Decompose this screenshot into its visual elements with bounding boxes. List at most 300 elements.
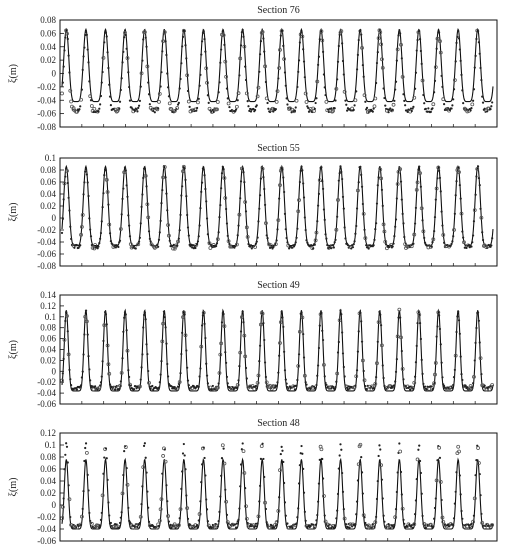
measured-point [356,207,358,209]
measured-point [110,240,112,242]
measured-point [107,204,109,206]
measured-point [178,238,180,240]
measured-point [472,234,474,236]
measured-point [227,102,230,105]
measured-point [423,237,425,239]
measured-point [85,442,87,444]
measured-point [184,468,186,470]
measured-point [322,51,324,53]
measured-point [355,90,357,92]
panel-title: Section 55 [257,143,300,154]
measured-point [266,521,268,523]
measured-point [382,205,384,207]
measured-point [294,388,296,390]
measured-point [337,493,339,495]
measured-point [364,522,366,524]
measured-point [412,106,414,108]
measured-point [375,82,377,84]
measured-point [140,366,142,368]
measured-point [299,181,301,183]
measured-point [165,484,167,486]
measured-point [86,173,88,175]
measured-point [452,98,454,100]
measured-point [441,224,443,226]
measured-point [176,245,178,247]
measured-point [339,454,341,456]
measured-point [336,78,338,80]
measured-point [91,244,93,246]
measured-point [79,244,81,246]
measured-point [414,88,416,90]
measured-point [262,458,264,460]
measured-point [356,68,358,70]
measured-point [68,197,70,199]
panel-1 [8,5,497,132]
measured-point [259,194,261,196]
measured-point [244,66,246,68]
measured-point [281,169,283,171]
measured-point [88,512,90,514]
measured-point [462,102,464,104]
measured-point [180,353,182,355]
measured-point [298,353,300,355]
measured-point [82,508,84,510]
measured-point [67,38,69,40]
measured-point [204,51,206,53]
measured-point [454,213,456,215]
measured-point [115,246,117,248]
measured-point [198,224,200,226]
measured-point [206,508,208,510]
measured-point [401,57,403,59]
measured-point [461,518,463,520]
measured-point [250,244,252,246]
measured-point [126,467,128,469]
measured-point [353,240,355,242]
measured-point [259,345,261,347]
measured-point [474,359,476,361]
measured-point [140,503,142,505]
measured-point [433,91,435,93]
measured-point [392,243,394,245]
measured-point [97,110,99,112]
measured-point [421,515,423,517]
measured-point [244,487,246,489]
measured-point [67,330,69,332]
measured-point [187,518,189,520]
measured-point [140,206,142,208]
measured-point [242,36,244,38]
measured-point [454,369,456,371]
measured-point [418,30,420,32]
measured-point [354,99,357,102]
measured-point [108,514,110,516]
measured-point [201,182,203,184]
measured-point [63,49,65,51]
measured-point [415,72,417,74]
measured-point [361,186,363,188]
measured-point [87,181,89,183]
measured-point [341,42,343,44]
measured-point [100,232,102,234]
measured-point [63,358,65,360]
measured-point [240,44,242,46]
measured-point [393,100,395,102]
measured-point [378,444,380,446]
measured-point [278,198,280,200]
measured-point [141,60,143,62]
measured-point [283,351,285,353]
measured-point [70,238,72,240]
panel-title: Section 49 [257,280,300,291]
measured-point [192,244,194,246]
measured-point [284,213,286,215]
measured-point [157,100,160,103]
measured-point [452,235,454,237]
measured-point [315,519,317,521]
measured-point [145,46,147,48]
measured-point [300,31,302,33]
measured-point [82,371,84,373]
panel-4 [8,418,497,546]
measured-point [196,524,198,526]
measured-point [87,489,89,491]
measured-point [354,233,356,235]
measured-point [128,86,130,88]
measured-point [88,80,90,82]
measured-point [263,51,265,53]
measured-point [412,243,414,245]
measured-point [165,326,167,328]
measured-point [482,239,484,241]
measured-point [382,377,384,379]
measured-point [207,233,209,235]
measured-point [143,314,145,316]
measured-point [158,525,160,527]
measured-point [184,167,186,169]
measured-point [189,106,191,108]
measured-point [212,385,214,387]
measured-point [63,497,65,499]
measured-point [216,101,219,104]
measured-point [422,94,424,96]
measured-point [337,61,339,63]
measured-point [63,198,65,200]
measured-point [205,200,207,202]
measured-point [215,245,217,247]
measured-point [89,520,91,522]
measured-point [436,48,438,50]
measured-point [298,59,300,61]
measured-point [470,109,472,111]
measured-point [356,501,358,503]
measured-point [421,63,423,65]
measured-point [82,490,84,492]
measured-point [144,311,146,313]
measured-point [125,313,127,315]
measured-point [394,88,396,90]
measured-point [102,206,104,208]
measured-point [146,353,148,355]
measured-point [205,363,207,365]
measured-point [83,333,85,335]
measured-point [125,34,127,36]
measured-point [335,381,337,383]
panel-title: Section 76 [257,5,300,16]
measured-point [259,53,261,55]
measured-point [333,526,335,528]
measured-point [198,386,200,388]
measured-point [157,107,159,109]
measured-point [282,461,284,463]
measured-point [415,361,417,363]
measured-point [324,514,326,516]
y-tick-label: -0.02 [37,377,56,388]
measured-point [195,110,197,112]
measured-point [352,246,354,248]
measured-point [69,516,71,518]
measured-point [284,369,286,371]
measured-point [432,103,435,106]
measured-point [330,107,332,109]
y-tick-label: 0.02 [40,488,56,498]
measured-point [324,219,326,221]
measured-point [237,225,239,227]
measured-point [434,216,436,218]
measured-point [353,109,355,111]
measured-point [224,489,226,491]
measured-point [197,240,199,242]
measured-point [180,194,182,196]
measured-point [147,507,149,509]
measured-point [242,171,244,173]
measured-point [221,444,224,447]
measured-point [393,235,395,237]
measured-point [280,453,282,455]
measured-point [267,108,269,110]
measured-point [228,106,230,108]
measured-point [181,45,183,47]
measured-point [294,110,296,112]
measured-point [259,485,261,487]
measured-point [105,447,107,449]
measured-point [145,185,147,187]
measured-point [198,85,200,87]
measured-point [303,60,305,62]
measured-point [200,53,202,55]
measured-point [64,320,66,322]
measured-point [316,375,318,377]
measured-point [440,190,442,192]
measured-point [377,341,379,343]
measured-point [459,333,461,335]
measured-point [421,359,423,361]
measured-point [294,244,296,246]
measured-point [455,180,457,182]
measured-point [242,450,245,453]
measured-point [286,383,288,385]
measured-point [204,474,206,476]
measured-point [341,472,343,474]
measured-point [305,229,307,231]
measured-point [133,245,135,247]
measured-point [357,351,359,353]
panel-2 [8,143,497,271]
measured-point [103,456,105,458]
measured-point [363,370,365,372]
measured-point [431,246,433,248]
measured-point [160,71,162,73]
measured-point [303,492,305,494]
measured-point [414,222,416,224]
measured-point [80,384,82,386]
measured-point [225,362,227,364]
measured-point [374,228,376,230]
measured-point [127,71,129,73]
measured-point [121,511,123,513]
measured-point [237,519,239,521]
measured-point [104,311,106,313]
measured-point [479,341,481,343]
measured-point [154,111,156,113]
measured-point [98,527,100,529]
measured-point [247,243,249,245]
measured-point [185,494,187,496]
measured-point [403,523,405,525]
measured-point [263,476,265,478]
measured-point [303,196,305,198]
measured-point [434,507,436,509]
measured-point [296,516,298,518]
measured-point [284,501,286,503]
measured-point [451,104,453,106]
measured-point [218,231,220,233]
measured-point [167,86,169,88]
measured-point [256,387,258,389]
measured-point [394,226,396,228]
measured-point [439,177,441,179]
measured-point [275,100,278,103]
measured-point [140,222,142,224]
simulated-line [62,459,493,529]
measured-point [414,513,416,515]
measured-point [237,234,239,236]
measured-point [265,81,267,83]
measured-point [204,188,206,190]
measured-point [136,110,138,112]
measured-point [376,62,378,64]
measured-point [64,36,66,38]
measured-point [254,109,256,111]
measured-point [301,453,303,455]
measured-point [81,376,83,378]
measured-point [161,189,163,191]
measured-point [480,373,482,375]
measured-point [196,101,199,104]
measured-point [201,40,203,42]
measured-point [159,381,161,383]
measured-point [164,316,166,318]
measured-point [166,363,168,365]
measured-point [136,108,138,110]
measured-point [165,54,167,56]
measured-point [142,38,144,40]
measured-point [199,500,201,502]
y-tick-label: 0.06 [40,28,56,39]
measured-point [427,107,429,109]
measured-point [471,526,473,528]
measured-point [221,457,223,459]
measured-point [126,48,128,50]
measured-point [286,103,288,105]
measured-point [87,474,89,476]
measured-point [245,79,247,81]
measured-point [114,388,116,390]
measured-point [479,494,481,496]
measured-point [481,231,483,233]
measured-point [381,189,383,191]
measured-point [73,247,75,249]
measured-point [198,519,200,521]
measured-point [305,520,307,522]
measured-point [123,36,125,38]
measured-point [340,171,342,173]
measured-point [396,358,398,360]
measured-point [317,64,319,66]
measured-point [403,236,405,238]
measured-point [240,180,242,182]
measured-point [382,497,384,499]
measured-point [304,216,306,218]
measured-point [361,341,363,343]
measured-point [257,220,259,222]
measured-point [120,89,122,91]
y-tick-label: 0.14 [40,290,56,300]
measured-point [266,237,268,239]
measured-point [334,525,336,527]
y-tick-label: 0.12 [40,428,56,438]
measured-point [484,385,486,387]
measured-point [262,322,264,324]
measured-point [286,522,288,524]
measured-point [409,388,411,390]
measured-point [235,109,237,111]
measured-point [82,55,84,57]
measured-point [305,384,307,386]
measured-point [260,458,262,460]
measured-point [362,492,364,494]
measured-point [357,479,359,481]
measured-point [343,207,345,209]
measured-point [416,322,418,324]
measured-point [399,317,401,319]
measured-point [441,499,443,501]
measured-point [240,330,242,332]
measured-point [89,228,91,230]
measured-point [453,376,455,378]
measured-point [296,379,298,381]
measured-point [266,102,268,104]
measured-point [482,102,484,104]
measured-point [119,101,121,103]
measured-point [276,520,278,522]
measured-point [207,94,209,96]
measured-point [417,169,419,171]
measured-point [198,375,200,377]
measured-point [160,202,162,204]
measured-point [102,360,104,362]
measured-point [90,99,92,101]
